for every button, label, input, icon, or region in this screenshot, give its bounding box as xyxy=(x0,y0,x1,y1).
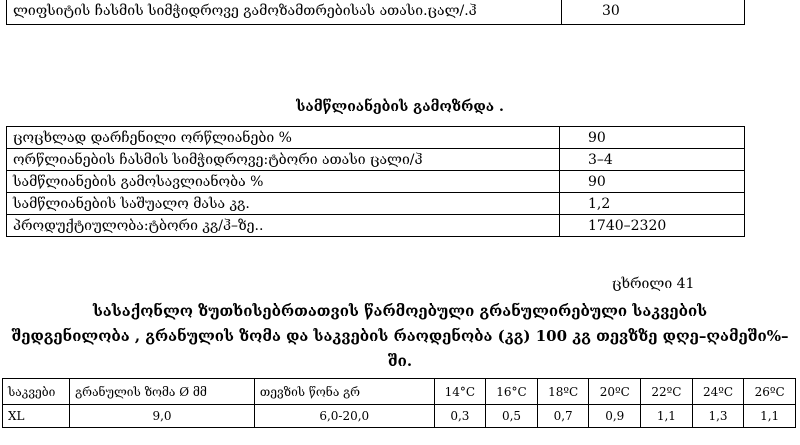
table-cell: XL xyxy=(3,405,70,428)
table-row xyxy=(7,0,745,25)
row-value: 90 xyxy=(560,127,745,149)
feed-table xyxy=(2,378,796,428)
column-header: 14°C xyxy=(434,379,486,405)
table-cell: 0,3 xyxy=(434,405,486,428)
table-cell: 1,3 xyxy=(692,405,744,428)
table-cell: 0,9 xyxy=(589,405,641,428)
table-row xyxy=(7,193,745,215)
table-row xyxy=(7,127,745,149)
row-label: პროდუქტიულობა:ტბორი კგ/ჰ–ზე.. xyxy=(7,215,560,237)
heading-line: სასაქონლო ზუთხისებრთათვის წარმოებული გრანულირებული საკვების xyxy=(92,302,708,320)
row-label: სამწლიანების საშუალო მასა კგ. xyxy=(7,193,560,215)
row-label: ლიფსიტის ჩასმის სიმჭიდროვე გამოზამთრებისას ათასი.ცალ/.ჰ xyxy=(7,0,562,25)
table-cell: 9,0 xyxy=(70,405,255,428)
table-cell: 0,5 xyxy=(486,405,538,428)
table-row xyxy=(3,405,796,428)
table-row xyxy=(7,149,745,171)
column-header: 26ºC xyxy=(744,379,796,405)
table-cell: 1,1 xyxy=(641,405,693,428)
column-header: 20ºC xyxy=(589,379,641,405)
column-header: 18ºC xyxy=(537,379,589,405)
column-header: გრანულის ზომა Ø მმ xyxy=(70,379,255,405)
top-table xyxy=(6,0,745,25)
table-caption: ცხრილი 41 xyxy=(612,276,695,292)
table-row xyxy=(7,171,745,193)
row-value: 3–4 xyxy=(560,149,745,171)
table-header-row xyxy=(3,379,796,405)
row-value: 30 xyxy=(562,0,745,25)
column-header: საკვები xyxy=(3,379,70,405)
row-value: 90 xyxy=(560,171,745,193)
row-value: 1740–2320 xyxy=(560,215,745,237)
column-header: თევზის წონა გრ xyxy=(254,379,434,405)
table-row xyxy=(7,215,745,237)
row-label: ორწლიანების ჩასმის სიმჭიდროვე:ტბორი ათასი ცალი/ჰ xyxy=(7,149,560,171)
column-header: 24ºC xyxy=(692,379,744,405)
row-label: ცოცხლად დარჩენილი ორწლიანები % xyxy=(7,127,560,149)
column-header: 16°C xyxy=(486,379,538,405)
row-value: 1,2 xyxy=(560,193,745,215)
info-table xyxy=(6,126,745,237)
table-cell: 0,7 xyxy=(537,405,589,428)
table-heading xyxy=(0,299,800,374)
table-cell: 6,0-20,0 xyxy=(254,405,434,428)
heading-line: შედგენილობა , გრანულის ზომა და საკვების რაოდენობა (კგ) 100 კგ თევზზე დღე–ღამეში%–ში. xyxy=(11,327,789,370)
section-title: სამწლიანების გამოზრდა . xyxy=(296,99,504,115)
row-label: სამწლიანების გამოსავლიანობა % xyxy=(7,171,560,193)
column-header: 22ºC xyxy=(641,379,693,405)
table-cell: 1,1 xyxy=(744,405,796,428)
